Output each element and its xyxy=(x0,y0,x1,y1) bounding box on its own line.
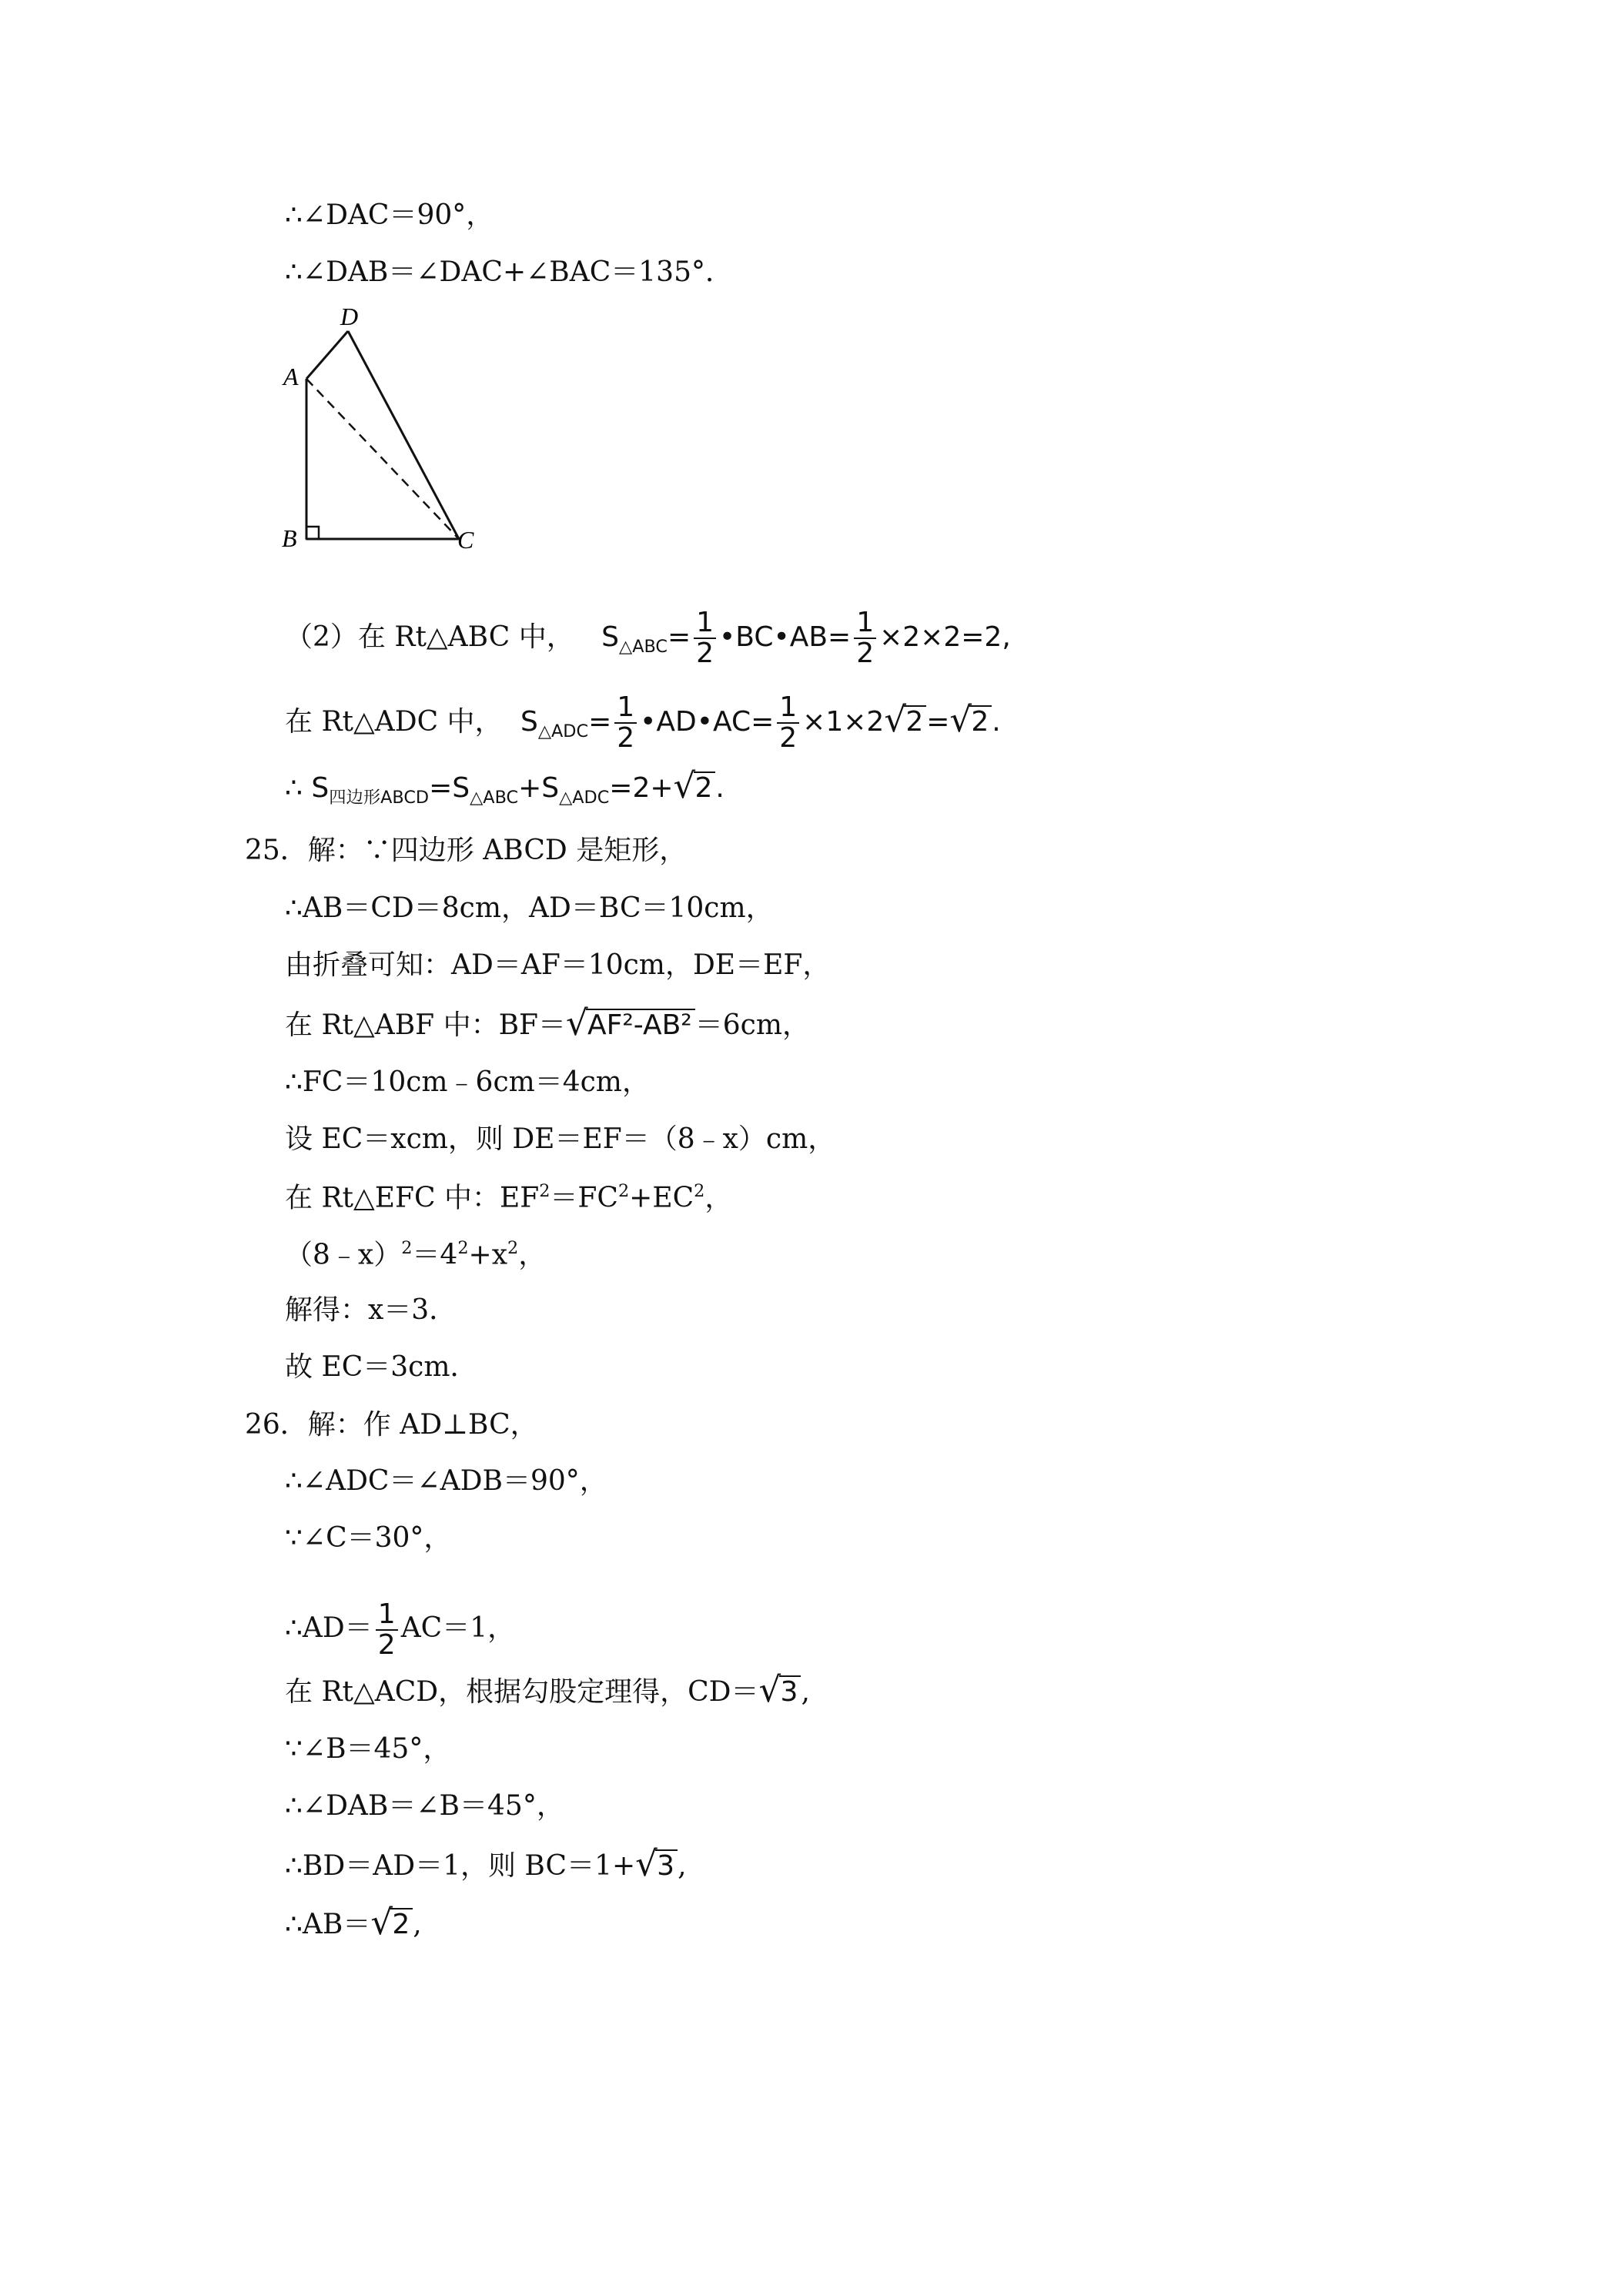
p2-s: S xyxy=(601,621,620,653)
q26-sqrt-ab: √ 2 xyxy=(370,1908,413,1939)
p4-prefix: ∴ xyxy=(285,772,312,804)
q26-line-8: ∴BD＝AD＝1，则 BC＝1+√ 3 , xyxy=(285,1849,687,1880)
p2-sub: △ABC xyxy=(619,636,668,657)
line-angle-dab: ∴∠DAB＝∠DAC+∠BAC＝135°． xyxy=(285,256,733,288)
geometry-figure-abcd xyxy=(277,300,500,570)
figure-label-b: B xyxy=(282,524,297,552)
q26-line-9: ∴AB＝√ 2 , xyxy=(285,1908,422,1939)
line-angle-dac: ∴∠DAC＝90°， xyxy=(285,199,494,231)
q25-line-7: 在 Rt△EFC 中：$EF^2=FC^2+EC^2$， xyxy=(285,1181,733,1214)
p2-eq: = xyxy=(667,621,691,653)
q25-line-8: $(8﹣x)^2=4^2+x^2$， xyxy=(285,1238,547,1271)
p2-mid: •BC•AB= xyxy=(719,621,852,653)
p3-frac-1: $\frac{1}{2}$ xyxy=(614,693,637,753)
q26-heading: 26．解：作 AD⊥BC， xyxy=(245,1409,538,1441)
p2-frac-1: $\frac{1}{2}$ xyxy=(694,608,716,668)
p4-sub-adc: △ADC xyxy=(559,787,610,808)
q25-line-10: 故 EC＝3cm． xyxy=(285,1351,478,1383)
q25-line-2: ∴AB＝CD＝8cm，AD＝BC＝10cm， xyxy=(285,892,774,924)
p3-tail: ×1×2 xyxy=(802,705,885,738)
figure-label-d: D xyxy=(340,303,359,330)
q25-line-3: 由折叠可知：AD＝AF＝10cm，DE＝EF， xyxy=(285,949,831,981)
q25-sqrt-bf: √ AF²-AB² xyxy=(566,1009,695,1039)
q25-heading: 25．解：∵四边形 ABCD 是矩形， xyxy=(245,835,688,866)
p2-end: ×2×2=2, xyxy=(879,621,1011,653)
q26-line-3: ∵∠C＝30°， xyxy=(285,1522,452,1554)
p2-frac-2: $\frac{1}{2}$ xyxy=(854,608,876,668)
p3-sqrt-1: √ 2 xyxy=(884,705,926,736)
p3-frac-2: $\frac{1}{2}$ xyxy=(777,693,799,753)
p3-mid: •AD•AC= xyxy=(640,705,775,738)
q25-line-6: 设 EC＝xcm，则 DE＝EF＝（8﹣x）cm， xyxy=(285,1123,836,1155)
q25-line-9: 解得：x＝3． xyxy=(285,1294,457,1326)
p4-sub-quad: 四边形ABCD xyxy=(329,787,430,808)
q26-line-7: ∴∠DAB＝∠B＝45°， xyxy=(285,1790,564,1822)
p2-prefix: （2）在 Rt△ABC 中， xyxy=(285,621,574,653)
q26-sqrt-bc: √ 3 xyxy=(635,1849,678,1880)
line-p2-area-abc xyxy=(285,608,1011,668)
line-p4-area-total: ∴ $S_{四边形ABCD}=S_{\triangle ABC}+S_{\triangle ADC}=2+√$ 2 . xyxy=(285,771,724,806)
q26-frac-half: $\frac{1}{2}$ xyxy=(376,1600,398,1660)
p3-prefix: 在 Rt△ADC 中， xyxy=(285,705,503,738)
q26-line-6: ∵∠B＝45°， xyxy=(285,1733,451,1765)
q26-line-4: ∴AD＝ $\frac{1}{2}$ AC＝1， xyxy=(285,1598,516,1661)
figure-label-a: A xyxy=(283,363,299,390)
q26-line-5: 在 Rt△ACD，根据勾股定理得，CD＝√ 3 , xyxy=(285,1675,810,1706)
q25-line-5: ∴FC＝10cm﹣6cm＝4cm， xyxy=(285,1066,650,1098)
figure-label-c: C xyxy=(457,526,474,554)
q26-line-2: ∴∠ADC＝∠ADB＝90°， xyxy=(285,1465,607,1497)
q25-line-4: 在 Rt△ABF 中：BF＝√ AF²-AB² ＝6cm， xyxy=(285,1009,810,1039)
q26-sqrt-cd: √ 3 xyxy=(759,1675,801,1706)
p4-sqrt: √ 2 xyxy=(674,771,716,802)
line-p3-area-adc: 在 Rt△ADC 中， $S_{\triangle ADC}=$ $\frac{1}{2}$ •AD•AC= $\frac{1}{2}$ ×1×2√ 2 =√ 2 . xyxy=(285,693,1001,753)
p3-sqrt-2: √ 2 xyxy=(949,705,992,736)
p3-sub: △ADC xyxy=(537,721,589,741)
p4-sub-abc: △ABC xyxy=(470,787,519,808)
